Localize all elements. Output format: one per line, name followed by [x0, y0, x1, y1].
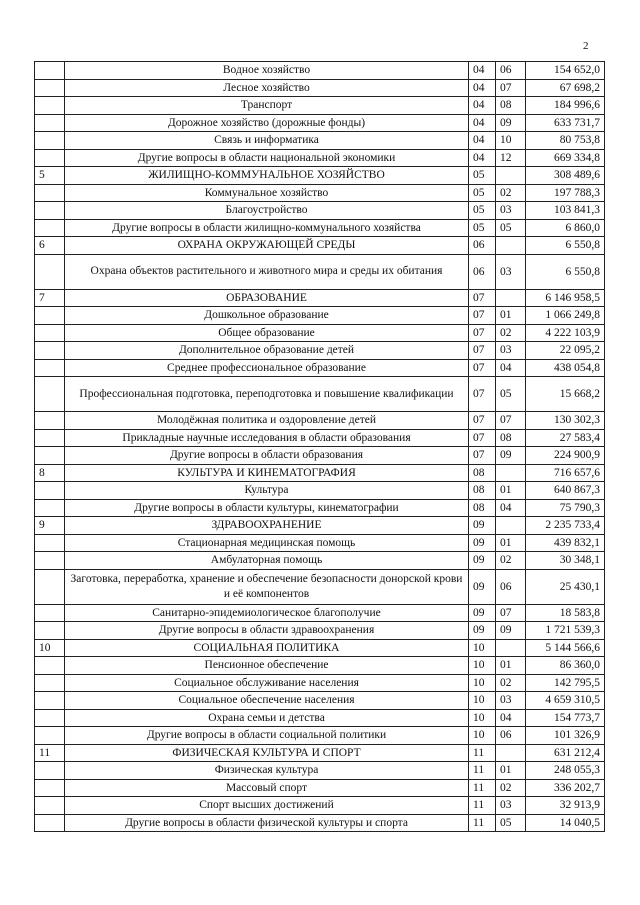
- section-number-cell: 7: [35, 289, 65, 307]
- amount-cell: 25 430,1: [526, 569, 605, 604]
- section-number-cell: [35, 114, 65, 132]
- item-name-cell: Водное хозяйство: [65, 62, 469, 80]
- table-row: [35, 429, 605, 447]
- table-row: [35, 342, 605, 360]
- subsection-code-cell: 05: [496, 219, 526, 237]
- section-number-cell: [35, 307, 65, 325]
- section-code-cell: 06: [469, 254, 496, 289]
- section-number-cell: [35, 692, 65, 710]
- subsection-code-cell: 07: [496, 412, 526, 430]
- section-number-cell: 5: [35, 167, 65, 185]
- amount-cell: 2 235 733,4: [526, 517, 605, 535]
- table-row: [35, 779, 605, 797]
- section-number-cell: [35, 674, 65, 692]
- section-number-cell: [35, 552, 65, 570]
- section-number-cell: [35, 254, 65, 289]
- amount-cell: 716 657,6: [526, 464, 605, 482]
- section-code-cell: 07: [469, 447, 496, 465]
- subsection-code-cell: 03: [496, 254, 526, 289]
- table-row: [35, 692, 605, 710]
- amount-cell: 308 489,6: [526, 167, 605, 185]
- table-row: [35, 202, 605, 220]
- amount-cell: 14 040,5: [526, 814, 605, 832]
- amount-cell: 22 095,2: [526, 342, 605, 360]
- section-code-cell: 05: [469, 167, 496, 185]
- amount-cell: 669 334,8: [526, 149, 605, 167]
- amount-cell: 27 583,4: [526, 429, 605, 447]
- table-row: [35, 674, 605, 692]
- section-code-cell: 05: [469, 219, 496, 237]
- subsection-code-cell: 09: [496, 622, 526, 640]
- table-row: [35, 447, 605, 465]
- item-name-cell: Прикладные научные исследования в области образования: [65, 429, 469, 447]
- amount-cell: 6 860,0: [526, 219, 605, 237]
- section-number-cell: 9: [35, 517, 65, 535]
- amount-cell: 248 055,3: [526, 762, 605, 780]
- item-name-cell: Физическая культура: [65, 762, 469, 780]
- subsection-code-cell: 03: [496, 692, 526, 710]
- item-name-cell: Стационарная медицинская помощь: [65, 534, 469, 552]
- amount-cell: 6 550,8: [526, 237, 605, 255]
- table-row: [35, 79, 605, 97]
- section-code-cell: 07: [469, 412, 496, 430]
- table-row: [35, 132, 605, 150]
- section-number-cell: [35, 202, 65, 220]
- subsection-code-cell: 02: [496, 674, 526, 692]
- amount-cell: 6 146 958,5: [526, 289, 605, 307]
- section-number-cell: [35, 79, 65, 97]
- section-code-cell: 04: [469, 114, 496, 132]
- amount-cell: 86 360,0: [526, 657, 605, 675]
- amount-cell: 184 996,6: [526, 97, 605, 115]
- amount-cell: 32 913,9: [526, 797, 605, 815]
- section-number-cell: [35, 97, 65, 115]
- table-row: [35, 237, 605, 255]
- subsection-code-cell: 10: [496, 132, 526, 150]
- amount-cell: 154 652,0: [526, 62, 605, 80]
- table-row: [35, 412, 605, 430]
- section-code-cell: 09: [469, 604, 496, 622]
- item-name-cell: Благоустройство: [65, 202, 469, 220]
- subsection-code-cell: 06: [496, 727, 526, 745]
- item-name-cell: Охрана семьи и детства: [65, 709, 469, 727]
- amount-cell: 4 659 310,5: [526, 692, 605, 710]
- table-row: [35, 762, 605, 780]
- table-row: [35, 377, 605, 412]
- table-row: [35, 114, 605, 132]
- section-code-cell: 10: [469, 657, 496, 675]
- item-name-cell: Дошкольное образование: [65, 307, 469, 325]
- item-name-cell: Профессиональная подготовка, переподготовка и повышение квалификации: [65, 377, 469, 412]
- section-number-cell: [35, 534, 65, 552]
- item-name-cell: ФИЗИЧЕСКАЯ КУЛЬТУРА И СПОРТ: [65, 744, 469, 762]
- section-code-cell: 07: [469, 324, 496, 342]
- subsection-code-cell: [496, 289, 526, 307]
- table-row: [35, 657, 605, 675]
- item-name-cell: КУЛЬТУРА И КИНЕМАТОГРАФИЯ: [65, 464, 469, 482]
- table-row: [35, 167, 605, 185]
- section-number-cell: [35, 727, 65, 745]
- table-row: [35, 464, 605, 482]
- subsection-code-cell: [496, 517, 526, 535]
- amount-cell: 142 795,5: [526, 674, 605, 692]
- amount-cell: 1 066 249,8: [526, 307, 605, 325]
- section-code-cell: 05: [469, 202, 496, 220]
- subsection-code-cell: 01: [496, 762, 526, 780]
- item-name-cell: Санитарно-эпидемиологическое благополучие: [65, 604, 469, 622]
- subsection-code-cell: 02: [496, 184, 526, 202]
- section-number-cell: [35, 779, 65, 797]
- section-number-cell: [35, 499, 65, 517]
- section-number-cell: [35, 657, 65, 675]
- amount-cell: 6 550,8: [526, 254, 605, 289]
- section-code-cell: 09: [469, 517, 496, 535]
- item-name-cell: Другие вопросы в области социальной политики: [65, 727, 469, 745]
- subsection-code-cell: 03: [496, 342, 526, 360]
- section-code-cell: 10: [469, 674, 496, 692]
- amount-cell: 1 721 539,3: [526, 622, 605, 640]
- table-row: [35, 482, 605, 500]
- section-code-cell: 11: [469, 762, 496, 780]
- section-code-cell: 04: [469, 62, 496, 80]
- section-code-cell: 09: [469, 534, 496, 552]
- item-name-cell: СОЦИАЛЬНАЯ ПОЛИТИКА: [65, 639, 469, 657]
- amount-cell: 30 348,1: [526, 552, 605, 570]
- table-row: [35, 569, 605, 604]
- amount-cell: 80 753,8: [526, 132, 605, 150]
- section-number-cell: [35, 814, 65, 832]
- section-number-cell: [35, 62, 65, 80]
- item-name-cell: Другие вопросы в области культуры, кинематографии: [65, 499, 469, 517]
- item-name-cell: Охрана объектов растительного и животного мира и среды их обитания: [65, 254, 469, 289]
- section-code-cell: 04: [469, 79, 496, 97]
- subsection-code-cell: 03: [496, 797, 526, 815]
- section-code-cell: 08: [469, 482, 496, 500]
- subsection-code-cell: 07: [496, 79, 526, 97]
- item-name-cell: Среднее профессиональное образование: [65, 359, 469, 377]
- section-code-cell: 11: [469, 779, 496, 797]
- amount-cell: 103 841,3: [526, 202, 605, 220]
- item-name-cell: Социальное обслуживание населения: [65, 674, 469, 692]
- item-name-cell: Массовый спорт: [65, 779, 469, 797]
- subsection-code-cell: [496, 464, 526, 482]
- page-number: 2: [583, 40, 589, 52]
- item-name-cell: Дополнительное образование детей: [65, 342, 469, 360]
- section-code-cell: 04: [469, 97, 496, 115]
- amount-cell: 197 788,3: [526, 184, 605, 202]
- amount-cell: 633 731,7: [526, 114, 605, 132]
- amount-cell: 336 202,7: [526, 779, 605, 797]
- section-code-cell: 04: [469, 132, 496, 150]
- amount-cell: 154 773,7: [526, 709, 605, 727]
- budget-table-body: [35, 62, 605, 832]
- amount-cell: 67 698,2: [526, 79, 605, 97]
- budget-table: [34, 61, 605, 832]
- table-row: [35, 219, 605, 237]
- amount-cell: 631 212,4: [526, 744, 605, 762]
- item-name-cell: Лесное хозяйство: [65, 79, 469, 97]
- table-row: [35, 307, 605, 325]
- item-name-cell: Социальное обеспечение населения: [65, 692, 469, 710]
- section-number-cell: [35, 709, 65, 727]
- subsection-code-cell: 06: [496, 62, 526, 80]
- subsection-code-cell: 02: [496, 779, 526, 797]
- section-code-cell: 05: [469, 184, 496, 202]
- table-row: [35, 184, 605, 202]
- subsection-code-cell: 12: [496, 149, 526, 167]
- section-number-cell: [35, 377, 65, 412]
- subsection-code-cell: 03: [496, 202, 526, 220]
- section-code-cell: 09: [469, 552, 496, 570]
- item-name-cell: ОБРАЗОВАНИЕ: [65, 289, 469, 307]
- section-number-cell: [35, 622, 65, 640]
- subsection-code-cell: 04: [496, 709, 526, 727]
- subsection-code-cell: [496, 167, 526, 185]
- table-row: [35, 639, 605, 657]
- subsection-code-cell: 04: [496, 359, 526, 377]
- subsection-code-cell: 08: [496, 97, 526, 115]
- section-code-cell: 07: [469, 377, 496, 412]
- section-code-cell: 04: [469, 149, 496, 167]
- table-row: [35, 797, 605, 815]
- section-number-cell: [35, 482, 65, 500]
- item-name-cell: Другие вопросы в области национальной экономики: [65, 149, 469, 167]
- table-row: [35, 499, 605, 517]
- subsection-code-cell: 01: [496, 657, 526, 675]
- section-code-cell: 10: [469, 692, 496, 710]
- item-name-cell: Заготовка, переработка, хранение и обеспечение безопасности донорской крови и её компонентов: [65, 569, 469, 604]
- item-name-cell: Амбулаторная помощь: [65, 552, 469, 570]
- subsection-code-cell: 01: [496, 307, 526, 325]
- subsection-code-cell: 02: [496, 324, 526, 342]
- subsection-code-cell: 01: [496, 482, 526, 500]
- item-name-cell: Коммунальное хозяйство: [65, 184, 469, 202]
- section-code-cell: 07: [469, 429, 496, 447]
- item-name-cell: Спорт высших достижений: [65, 797, 469, 815]
- item-name-cell: ОХРАНА ОКРУЖАЮЩЕЙ СРЕДЫ: [65, 237, 469, 255]
- section-number-cell: 8: [35, 464, 65, 482]
- table-row: [35, 744, 605, 762]
- amount-cell: 438 054,8: [526, 359, 605, 377]
- subsection-code-cell: 08: [496, 429, 526, 447]
- section-code-cell: 11: [469, 814, 496, 832]
- amount-cell: 5 144 566,6: [526, 639, 605, 657]
- table-row: [35, 552, 605, 570]
- section-number-cell: [35, 447, 65, 465]
- subsection-code-cell: [496, 639, 526, 657]
- item-name-cell: Пенсионное обеспечение: [65, 657, 469, 675]
- table-row: [35, 604, 605, 622]
- item-name-cell: Транспорт: [65, 97, 469, 115]
- section-code-cell: 09: [469, 622, 496, 640]
- section-number-cell: [35, 184, 65, 202]
- section-code-cell: 08: [469, 464, 496, 482]
- subsection-code-cell: 01: [496, 534, 526, 552]
- subsection-code-cell: [496, 237, 526, 255]
- item-name-cell: Другие вопросы в области образования: [65, 447, 469, 465]
- subsection-code-cell: 05: [496, 814, 526, 832]
- table-row: [35, 97, 605, 115]
- section-number-cell: [35, 149, 65, 167]
- section-code-cell: 10: [469, 727, 496, 745]
- subsection-code-cell: 06: [496, 569, 526, 604]
- section-code-cell: 07: [469, 359, 496, 377]
- section-code-cell: 11: [469, 744, 496, 762]
- amount-cell: 640 867,3: [526, 482, 605, 500]
- item-name-cell: Молодёжная политика и оздоровление детей: [65, 412, 469, 430]
- amount-cell: 130 302,3: [526, 412, 605, 430]
- table-row: [35, 622, 605, 640]
- section-code-cell: 06: [469, 237, 496, 255]
- section-number-cell: [35, 762, 65, 780]
- section-code-cell: 07: [469, 342, 496, 360]
- subsection-code-cell: 04: [496, 499, 526, 517]
- table-row: [35, 62, 605, 80]
- item-name-cell: Дорожное хозяйство (дорожные фонды): [65, 114, 469, 132]
- subsection-code-cell: [496, 744, 526, 762]
- table-row: [35, 727, 605, 745]
- item-name-cell: ЗДРАВООХРАНЕНИЕ: [65, 517, 469, 535]
- section-number-cell: [35, 604, 65, 622]
- section-number-cell: [35, 132, 65, 150]
- amount-cell: 101 326,9: [526, 727, 605, 745]
- item-name-cell: ЖИЛИЩНО-КОММУНАЛЬНОЕ ХОЗЯЙСТВО: [65, 167, 469, 185]
- section-number-cell: 6: [35, 237, 65, 255]
- table-row: [35, 709, 605, 727]
- table-row: [35, 289, 605, 307]
- item-name-cell: Связь и информатика: [65, 132, 469, 150]
- section-number-cell: [35, 412, 65, 430]
- subsection-code-cell: 02: [496, 552, 526, 570]
- table-row: [35, 149, 605, 167]
- item-name-cell: Общее образование: [65, 324, 469, 342]
- section-number-cell: [35, 219, 65, 237]
- section-number-cell: [35, 429, 65, 447]
- section-number-cell: [35, 342, 65, 360]
- item-name-cell: Культура: [65, 482, 469, 500]
- amount-cell: 439 832,1: [526, 534, 605, 552]
- section-code-cell: 10: [469, 709, 496, 727]
- section-number-cell: [35, 359, 65, 377]
- section-number-cell: [35, 569, 65, 604]
- section-code-cell: 07: [469, 307, 496, 325]
- section-code-cell: 07: [469, 289, 496, 307]
- section-code-cell: 09: [469, 569, 496, 604]
- amount-cell: 15 668,2: [526, 377, 605, 412]
- section-code-cell: 10: [469, 639, 496, 657]
- table-row: [35, 517, 605, 535]
- table-row: [35, 324, 605, 342]
- subsection-code-cell: 05: [496, 377, 526, 412]
- section-number-cell: [35, 797, 65, 815]
- table-row: [35, 814, 605, 832]
- amount-cell: 224 900,9: [526, 447, 605, 465]
- item-name-cell: Другие вопросы в области жилищно-коммунального хозяйства: [65, 219, 469, 237]
- table-row: [35, 359, 605, 377]
- section-number-cell: 11: [35, 744, 65, 762]
- amount-cell: 75 790,3: [526, 499, 605, 517]
- table-row: [35, 254, 605, 289]
- subsection-code-cell: 09: [496, 114, 526, 132]
- subsection-code-cell: 09: [496, 447, 526, 465]
- section-number-cell: 10: [35, 639, 65, 657]
- subsection-code-cell: 07: [496, 604, 526, 622]
- table-row: [35, 534, 605, 552]
- item-name-cell: Другие вопросы в области здравоохранения: [65, 622, 469, 640]
- section-number-cell: [35, 324, 65, 342]
- amount-cell: 18 583,8: [526, 604, 605, 622]
- item-name-cell: Другие вопросы в области физической культуры и спорта: [65, 814, 469, 832]
- section-code-cell: 08: [469, 499, 496, 517]
- section-code-cell: 11: [469, 797, 496, 815]
- amount-cell: 4 222 103,9: [526, 324, 605, 342]
